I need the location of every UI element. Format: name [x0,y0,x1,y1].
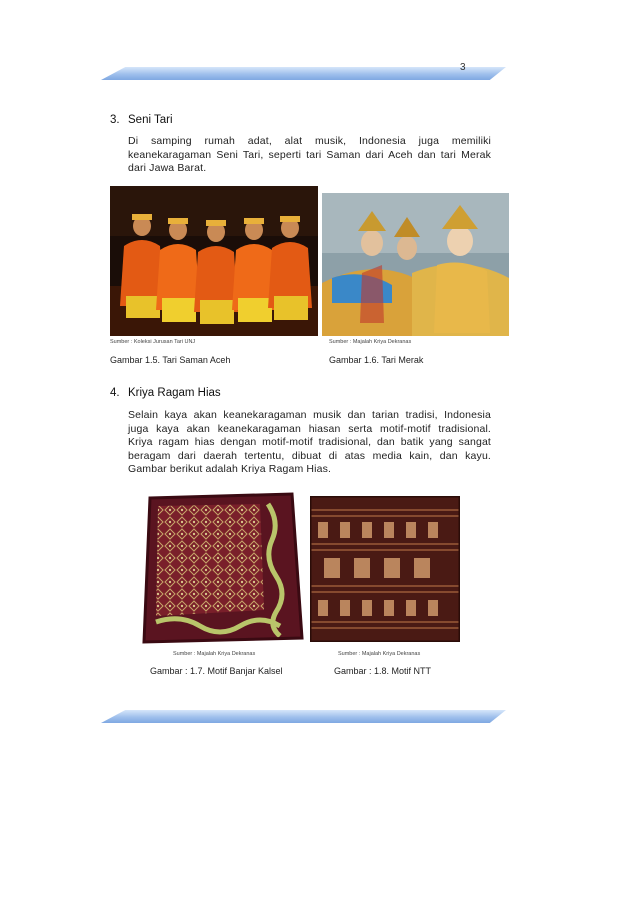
ntt-motif-textile-photo [310,496,460,642]
section-3-paragraph [128,135,491,176]
section-4-title: Kriya Ragam Hias [128,387,221,399]
section-3-line-3: dari Jawa Barat. [128,162,207,175]
section-4-line-4: beragam dari daerah tertentu, dibuat di atas media kain, dan kayu. [128,449,491,462]
figure-1-8-caption: Gambar : 1.8. Motif NTT [334,666,432,676]
section-4-number: 4. [110,387,120,399]
section-4-heading [110,387,221,399]
section-3-line-2: keanekaragaman Seni Tari, seperti tari Saman dari Aceh dan tari Merak [128,148,491,161]
figure-1-7-source: Sumber : Majalah Kriya Dekranas [173,651,256,657]
banjar-motif-textile-photo [140,492,305,644]
figure-1-6-source: Sumber : Majalah Kriya Dekranas [329,339,412,345]
figure-1-5-caption: Gambar 1.5. Tari Saman Aceh [110,355,231,365]
section-3-heading [110,114,173,126]
saman-dance-photo [110,186,318,336]
header-band [101,67,506,80]
figure-1-7-caption: Gambar : 1.7. Motif Banjar Kalsel [150,666,283,676]
section-4-line-1: Selain kaya akan keanekaragaman musik dan tarian tradisi, Indonesia [128,409,491,421]
figure-1-8-source: Sumber : Majalah Kriya Dekranas [338,651,421,657]
section-3-line-1: Di samping rumah adat, alat musik, Indonesia juga memiliki [128,135,491,147]
section-3-number: 3. [110,114,120,126]
footer-band [101,710,506,723]
figure-1-6-caption: Gambar 1.6. Tari Merak [329,355,424,365]
section-4-paragraph [128,409,491,477]
section-3-title: Seni Tari [128,114,173,126]
figure-1-5-source: Sumber : Koleksi Jurusan Tari UNJ [110,339,196,345]
section-4-line-2: juga kaya akan keanekaragaman hiasan serta motif-motif tradisional. [128,422,491,435]
merak-dance-photo [322,193,509,336]
page-number: 3 [460,62,466,73]
section-4-line-5: Gambar berikut adalah Kriya Ragam Hias. [128,463,332,476]
section-4-line-3: Kriya ragam hias dengan motif-motif tradisional, dan batik yang sangat [128,436,491,449]
